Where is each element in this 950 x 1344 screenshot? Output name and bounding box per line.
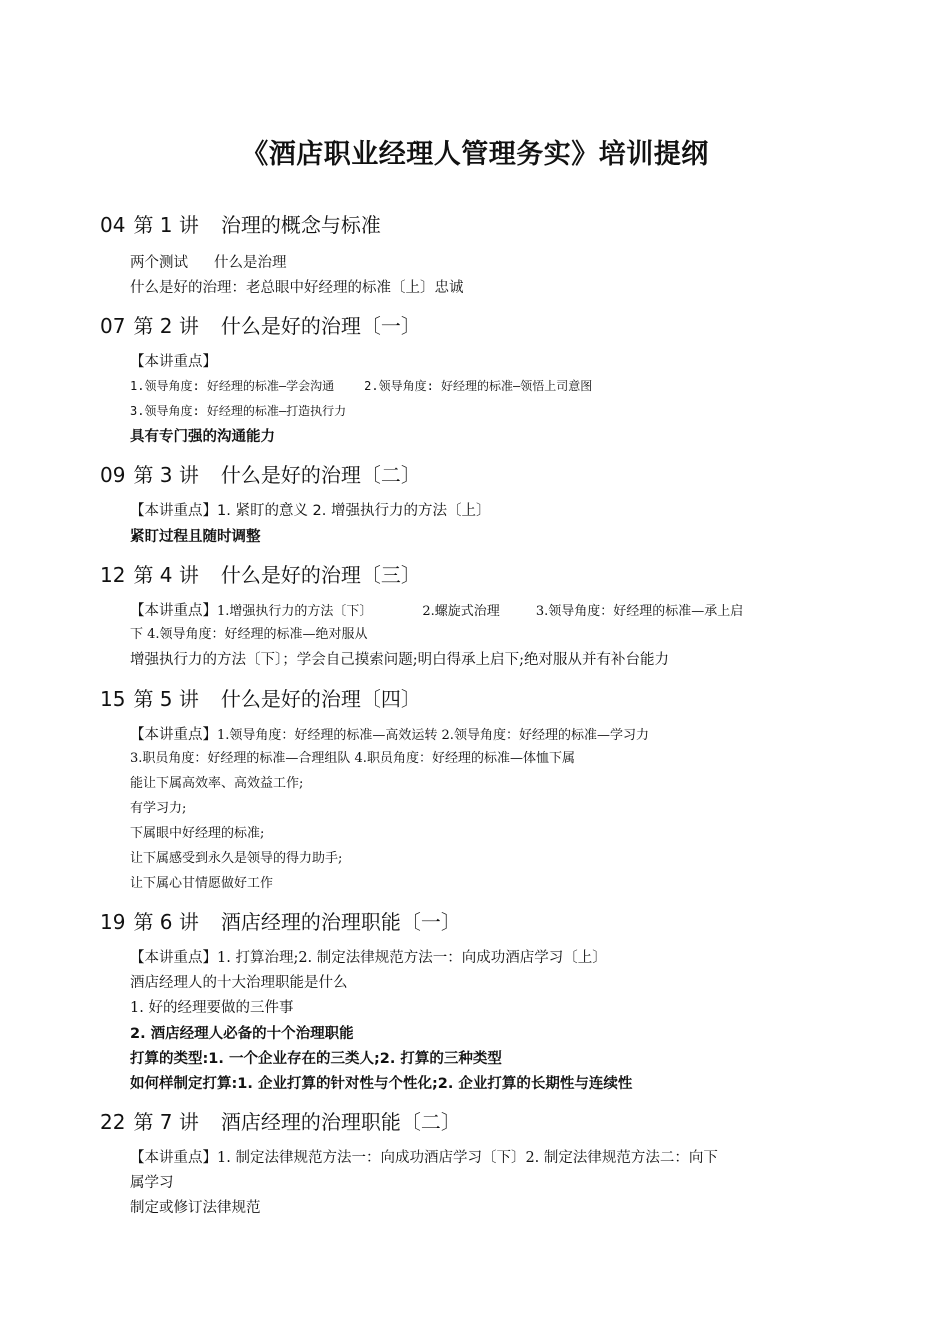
lecture-page-number: 04 — [100, 213, 126, 237]
key-point: 3.领导角度: 好经理的标准—打造执行力 — [130, 404, 347, 418]
key-points-label: 【本讲重点】 — [130, 354, 217, 370]
key-point: 1.领导角度: 好经理的标准—学会沟通 — [130, 379, 335, 393]
lecture-number: 第 3 讲 — [133, 463, 199, 487]
lecture-line — [130, 376, 592, 396]
lecture-page-number: 09 — [100, 463, 126, 487]
lecture-line: 酒店经理人的十大治理职能是什么 — [130, 975, 348, 991]
key-point: 2.领导角度: 好经理的标准—领悟上司意图 — [364, 379, 593, 393]
lecture-title: 什么是好的治理〔二〕 — [220, 463, 421, 487]
lecture-number: 第 7 讲 — [133, 1110, 199, 1134]
lecture-page-number: 19 — [100, 910, 126, 934]
lecture-heading — [100, 461, 421, 489]
key-point: 2.螺旋式治理 — [422, 604, 500, 619]
lecture-summary: 制定或修订法律规范 — [130, 1200, 261, 1216]
key-point: 1.增强执行力的方法〔下〕 — [217, 604, 373, 619]
lecture-summary: 下属眼中好经理的标准; — [130, 826, 265, 841]
lecture-number: 第 2 讲 — [133, 314, 199, 338]
lecture-title: 什么是好的治理〔四〕 — [220, 687, 421, 711]
lecture-heading — [100, 561, 421, 589]
lecture-title: 酒店经理的治理职能〔二〕 — [220, 1110, 461, 1134]
lecture-summary: 2. 酒店经理人必备的十个治理职能 — [130, 1026, 354, 1042]
document-title: 《酒店职业经理人管理务实》培训提纲 — [241, 139, 709, 170]
key-points-label: 【本讲重点】 — [130, 603, 217, 619]
lecture-heading — [100, 211, 381, 239]
lecture-heading — [100, 685, 421, 713]
lecture-number: 第 1 讲 — [133, 213, 199, 237]
lecture-summary: 增强执行力的方法〔下〕；学会自己摸索问题;明白得承上启下;绝对服从并有补台能力 — [130, 652, 670, 668]
lecture-page-number: 12 — [100, 563, 126, 587]
lecture-number: 第 5 讲 — [133, 687, 199, 711]
lecture-line — [130, 948, 607, 968]
key-points-label: 【本讲重点】 — [130, 950, 217, 966]
key-points-line: 【本讲重点】1. 紧盯的意义 2. 增强执行力的方法〔上〕 — [130, 503, 491, 519]
key-point: 3.领导角度：好经理的标准—承上启 — [535, 604, 744, 619]
lecture-number: 第 4 讲 — [133, 563, 199, 587]
lecture-heading — [100, 312, 421, 340]
lecture-summary: 有学习力; — [130, 801, 187, 816]
topic-item: 什么是治理 — [214, 255, 287, 271]
lecture-summary: 紧盯过程且随时调整 — [130, 529, 261, 545]
key-points-label: 【本讲重点】 — [130, 727, 217, 743]
lecture-summary: 具有专门强的沟通能力 — [130, 429, 275, 445]
lecture-line: 什么是好的治理：老总眼中好经理的标准〔上〕忠诚 — [130, 280, 464, 296]
lecture-heading — [100, 1108, 461, 1136]
lecture-page-number: 22 — [100, 1110, 126, 1134]
key-points-label: 【本讲重点】 — [130, 1150, 217, 1166]
lecture-line — [130, 1148, 718, 1168]
lecture-summary: 能让下属高效率、高效益工作; — [130, 776, 304, 791]
lecture-summary: 打算的类型:1. 一个企业存在的三类人;2. 打算的三种类型 — [130, 1051, 502, 1067]
lecture-number: 第 6 讲 — [133, 910, 199, 934]
lecture-summary: 让下属心甘情愿做好工作 — [130, 876, 274, 891]
lecture-summary: 让下属感受到永久是领导的得力助手; — [130, 851, 343, 866]
key-point: 1.领导角度：好经理的标准—高效运转 2.领导角度：好经理的标准—学习力 — [217, 728, 649, 743]
key-point: 1. 制定法律规范方法一：向成功酒店学习〔下〕2. 制定法律规范方法二：向下 — [217, 1150, 718, 1166]
lecture-line: 1. 好的经理要做的三件事 — [130, 1000, 294, 1016]
lecture-summary: 如何样制定打算:1. 企业打算的针对性与个性化;2. 企业打算的长期性与连续性 — [130, 1076, 633, 1092]
lecture-page-number: 07 — [100, 314, 126, 338]
key-point: 属学习 — [130, 1175, 174, 1191]
lecture-heading — [100, 908, 461, 936]
topic-item: 两个测试 — [130, 255, 188, 271]
lecture-title: 什么是好的治理〔三〕 — [220, 563, 421, 587]
key-point: 1. 打算治理;2. 制定法律规范方法一：向成功酒店学习〔上〕 — [217, 950, 607, 966]
lecture-line — [130, 253, 287, 273]
key-point: 3.职员角度：好经理的标准—合理组队 4.职员角度：好经理的标准—体恤下属 — [130, 751, 575, 766]
lecture-title: 治理的概念与标准 — [220, 213, 381, 237]
lecture-title: 什么是好的治理〔一〕 — [220, 314, 421, 338]
lecture-line — [130, 601, 743, 622]
lecture-page-number: 15 — [100, 687, 126, 711]
lecture-line — [130, 725, 649, 746]
key-point: 下 4.领导角度：好经理的标准—绝对服从 — [130, 627, 368, 642]
lecture-title: 酒店经理的治理职能〔一〕 — [220, 910, 461, 934]
